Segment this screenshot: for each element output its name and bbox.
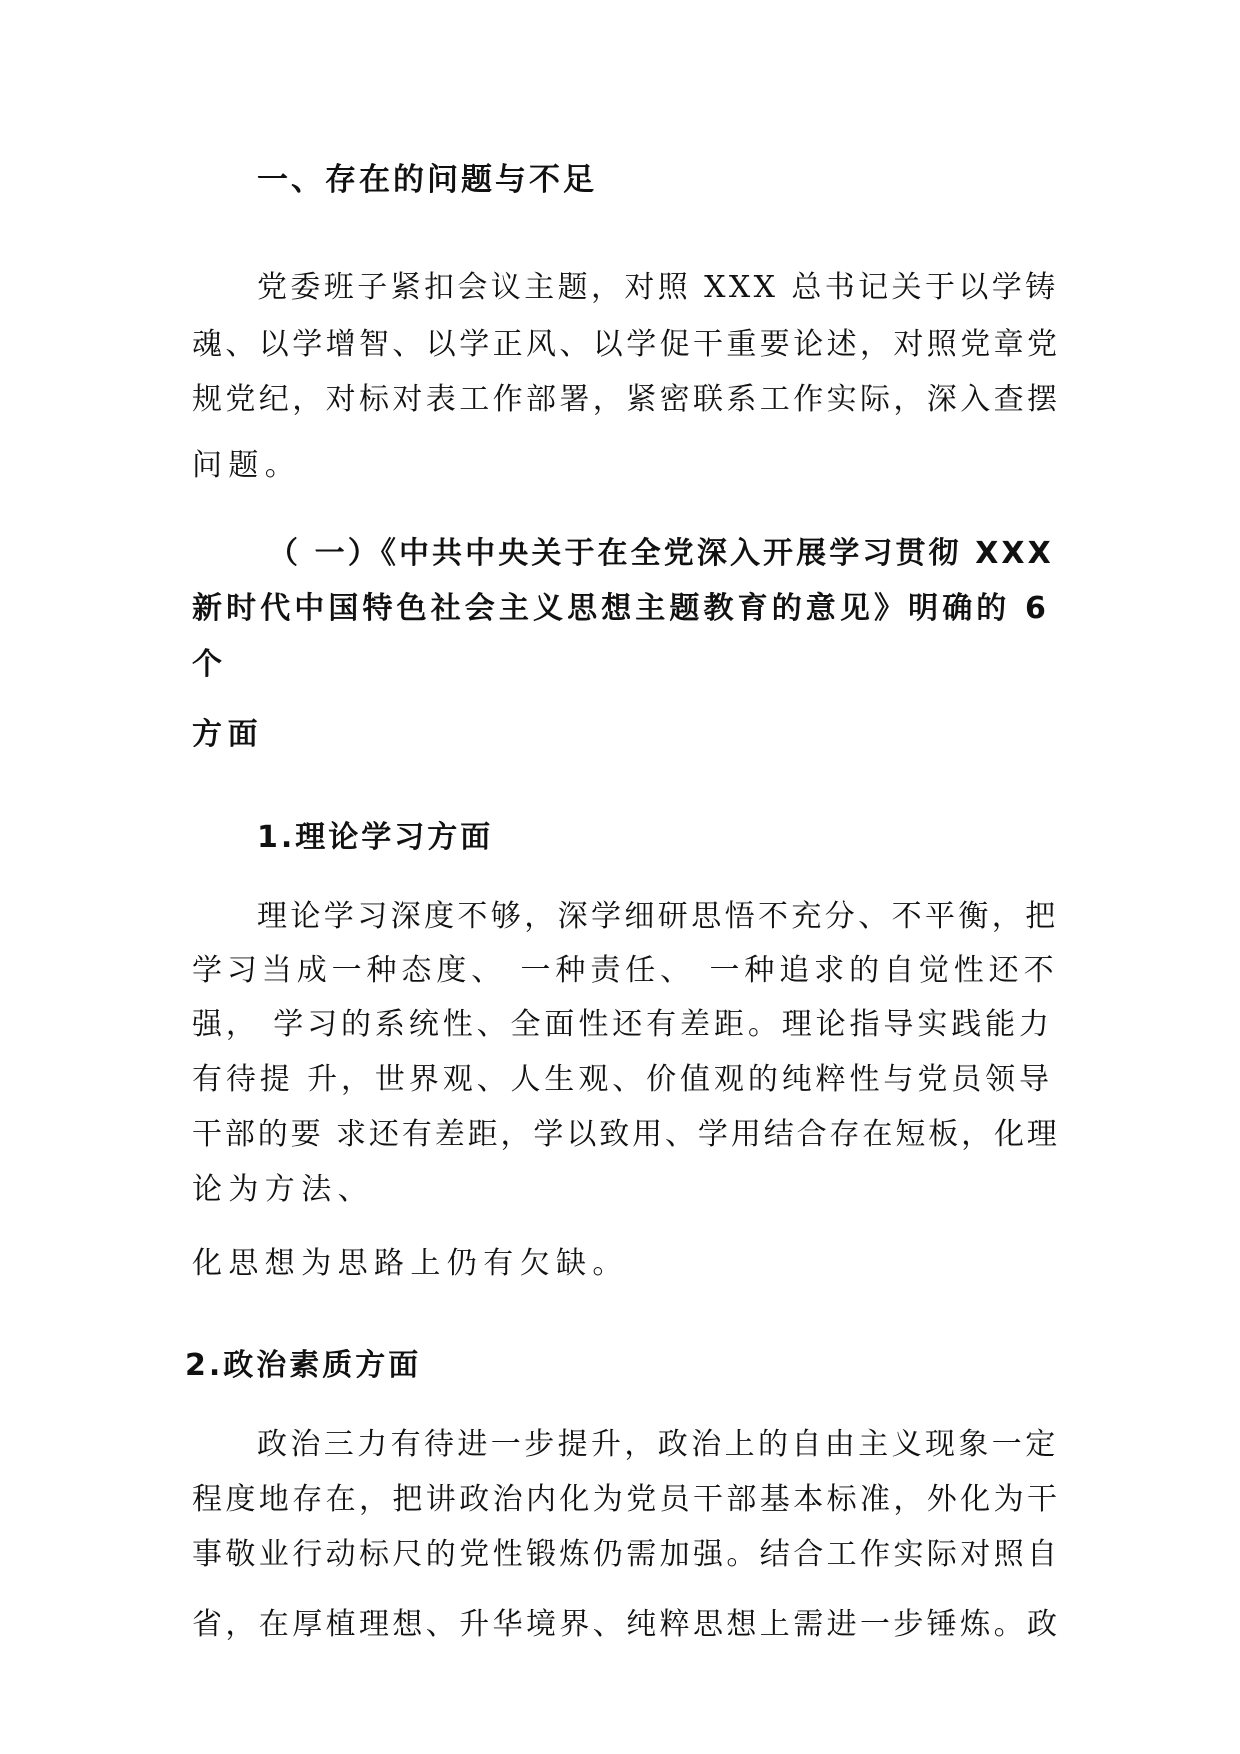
item-paragraph-line: 事敬业行动标尺的党性锻炼仍需加强。结合工作实际对照自 (192, 1537, 1061, 1572)
intro-line: 党委班子紧扣会议主题，对照 XXX 总书记关于以学铸 (257, 270, 1059, 305)
section-heading: 一、存在的问题与不足 (257, 162, 597, 198)
item-paragraph-line: 省，在厚植理想、升华境界、纯粹思想上需进一步锤炼。政 (192, 1607, 1061, 1642)
subsection-heading-line: 个 (192, 647, 228, 682)
intro-line: 魂、以学增智、以学正风、以学促干重要论述，对照党章党 (192, 327, 1061, 362)
item-paragraph-line: 强， 学习的系统性、全面性还有差距。理论指导实践能力 (192, 1007, 1053, 1042)
item-paragraph-line: 政治三力有待进一步提升，政治上的自由主义现象一定 (257, 1427, 1059, 1462)
item-paragraph-line: 干部的要 求还有差距，学以致用、学用结合存在短板，化理 (192, 1117, 1060, 1152)
subsection-heading-line: 方面 (192, 717, 264, 752)
subsection-heading-line: （ 一）《中共中央关于在全党深入开展学习贯彻 XXX (268, 536, 1054, 571)
intro-line: 规党纪，对标对表工作部署，紧密联系工作实际，深入查摆 (192, 382, 1061, 417)
subsection-heading-line: 新时代中国特色社会主义思想主题教育的意见》明确的 6 (192, 591, 1050, 626)
item-paragraph-line: 有待提 升，世界观、人生观、价值观的纯粹性与党员领导 (192, 1062, 1053, 1097)
item-paragraph-line: 化思想为思路上仍有欠缺。 (192, 1246, 629, 1281)
item-paragraph-line: 论为方法、 (192, 1172, 374, 1207)
item-paragraph-line: 学习当成一种态度、 一种责任、 一种追求的自觉性还不 (192, 953, 1059, 988)
intro-line: 问题。 (192, 448, 302, 483)
item-heading: 2.政治素质方面 (185, 1348, 422, 1383)
item-paragraph-line: 程度地存在，把讲政治内化为党员干部基本标准，外化为干 (192, 1482, 1061, 1517)
item-heading: 1.理论学习方面 (257, 820, 494, 855)
item-paragraph-line: 理论学习深度不够，深学细研思悟不充分、不平衡，把 (257, 899, 1059, 934)
